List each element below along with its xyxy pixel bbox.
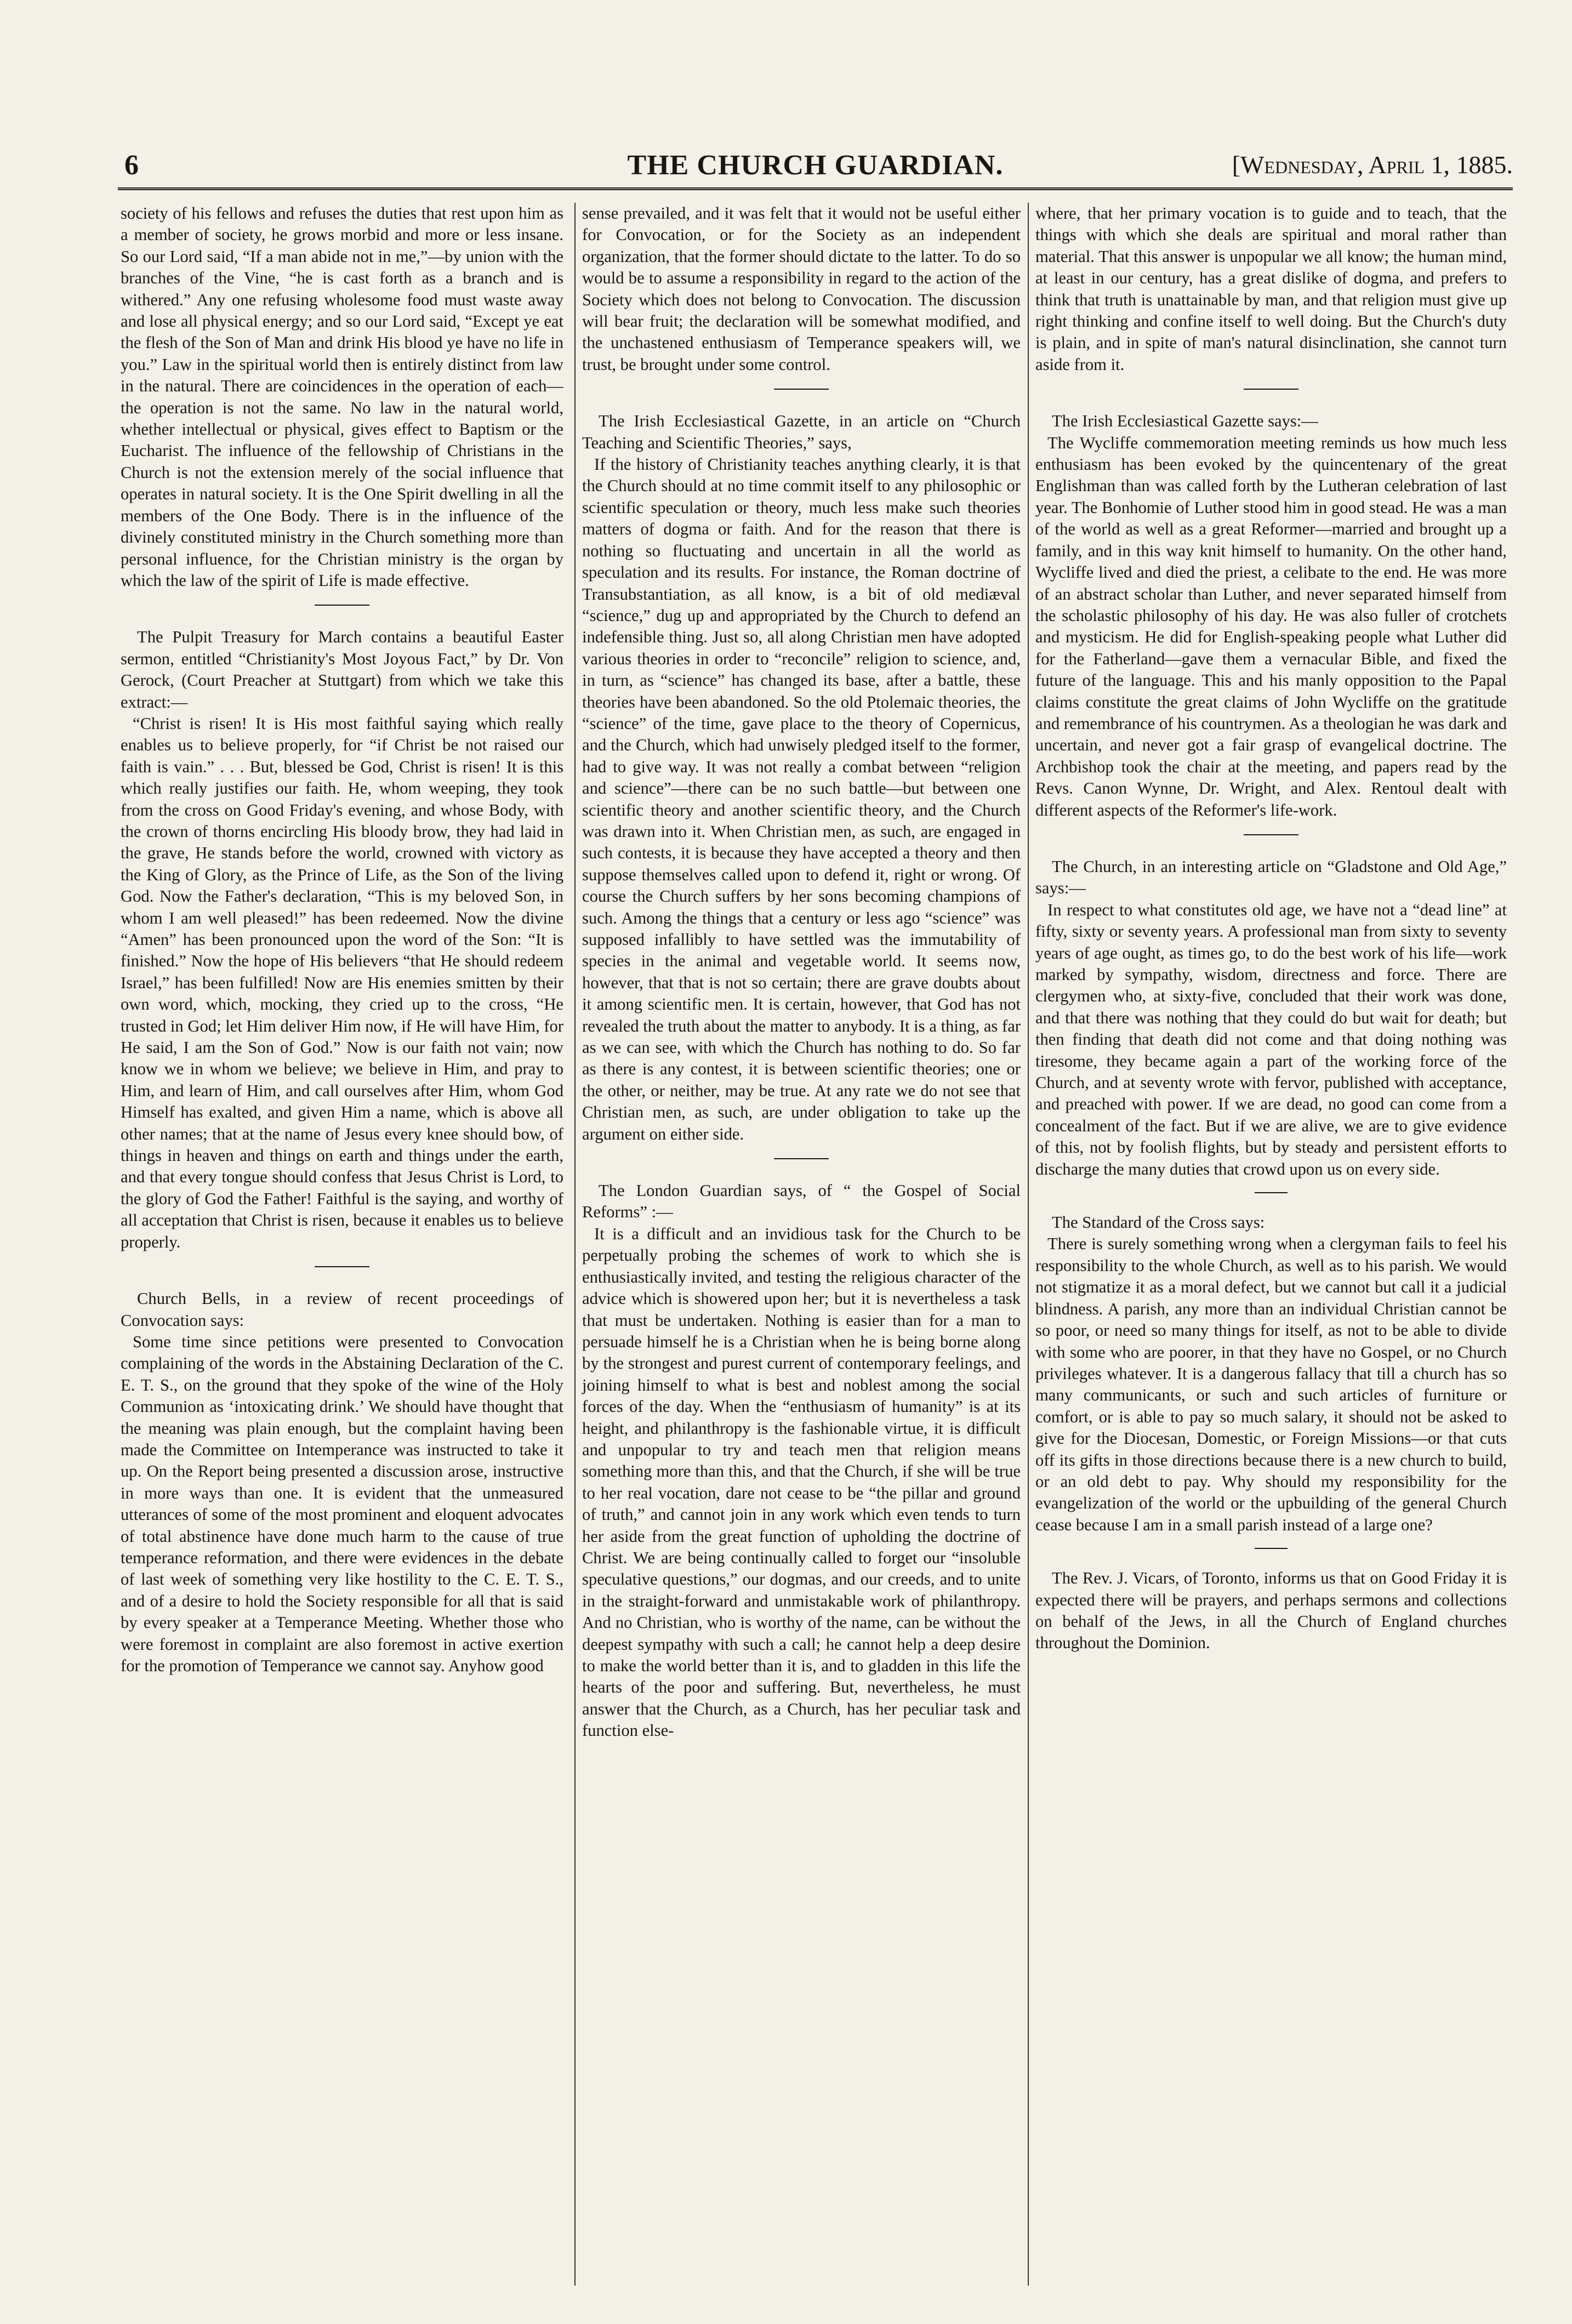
column-1	[121, 203, 563, 2286]
article-quote: Some time since petitions were presented to Convocation complaining of the words in the Abstaining Declaration of the C. E. T. S., on the ground that they spoke of the wine of the Holy Communion as ‘intoxicating drink.’ We should have thought that the meaning was plain enough, but the complaint having been made the Committee on Intemperance was instructed to take it up. On the Report being presented a discussion arose, instructive in more ways than one. It is evident that the unmeasured utterances of some of the most prominent and eloquent advocates of total abstinence have done much harm to the cause of true temperance reformation, and there were evidences in the debate of last week of something very like hostility to the C. E. T. S., and of a desire to hold the Society responsible for all that is said by every speaker at a Temperance Meeting. Whether those who were foremost in complaint are also foremost in active exertion for the promotion of Temperance we cannot say. Anyhow good	[121, 1332, 563, 1675]
column-3	[1028, 203, 1507, 2286]
section-divider	[315, 605, 369, 606]
section-divider	[1244, 389, 1298, 390]
section-divider	[1255, 1192, 1288, 1193]
section-divider	[1255, 1548, 1288, 1549]
article-quote: There is surely something wrong when a clergyman fails to feel his responsibility to the whole Church, as well as to his parish. We would not stigmatize it as a moral defect, but we cannot but call it a judicial blindness. A parish, any more than an individual Christian cannot be so poor, or need so many things for itself, as not to be able to divide with some who are poorer, in that they have no Gospel, or no Church privileges whatever. It is a dangerous fallacy that till a church has so many communicants, or such and such articles of furniture or comfort, or is able to pay so much salary, it should not be asked to give for the Diocesan, Domestic, or Foreign Missions—or that cuts off its gifts in those directions because there is a new church to build, or an old debt to pay. Why should my responsibility for the evangelization of the world or the upbuilding of the general Church cease because I am in a small parish instead of a large one?	[1035, 1234, 1507, 1534]
article-intro: The London Guardian says, of “ the Gospel of Social Reforms” :—	[582, 1181, 1021, 1222]
article-paragraph: where, that her primary vocation is to guide and to teach, that the things with which she deals are spiritual and moral rather than material. That this answer is unpopular we all know; the human mind, at least in our century, has a great dislike of dogma, and prefers to think that truth is unattainable by man, and that religion must give up right thinking and confine itself to well doing. But the Church's duty is plain, and in spite of man's natural disinclination, she cannot turn aside from it.	[1035, 204, 1507, 374]
article-quote: It is a difficult and an invidious task for the Church to be perpetually probing the schemes of work to which she is enthusiastically invited, and testing the religious character of the advice which is showered upon her; but it is nevertheless a task that must be undertaken. Nothing is easier than for a man to persuade himself he is a Christian when he is being borne along by the strongest and purest current of contemporary feelings, and joining himself to what is best and noblest among the social forces of the day. When the “enthusiasm of humanity” is at its height, and philanthropy is the fashionable virtue, it is difficult and unpopular to try and teach men that religion means something more than this, and that the Church, if she will be true to her real vocation, dare not cease to be “the pillar and ground of truth,” and cannot join in any work which even tends to turn her aside from the great function of upholding the doctrine of Christ. We are being continually called to forget our “insoluble speculative questions,” our dogmas, and our creeds, and to unite in the straight-forward and unmistakable work of philanthropy. And no Christian, who is worthy of the name, can be without the deepest sympathy with such a call; he cannot help a deep desire to make the world better than it is, and to gladden in this life the hearts of the poor and suffering. But, nevertheless, he must answer that the Church, as a Church, has her peculiar task and function else-	[582, 1224, 1021, 1740]
article-paragraph: society of his fellows and refuses the duties that rest upon him as a member of society, he grows morbid and more or less insane. So our Lord said, “If a man abide not in me,”—by union with the branches of the Vine, “he is cast forth as a branch and is withered.” Any one refusing wholesome food must waste away and lose all physical energy; and so our Lord said, “Except ye eat the flesh of the Son of Man and drink His blood ye have no life in you.” Law in the spiritual world then is entirely distinct from law in the natural. There are coincidences in the operation of each—the operation is not the same. No law in the natural world, whether intellectual or physical, gives effect to Baptism or the Eucharist. The influence of the fellowship of Christians in the Church is not the extension merely of the social influence that operates in natural society. It is the One Spirit dwelling in all the members of the One Body. There is in the influence of the divinely constituted ministry in the Church something more than personal influence, for the Christian ministry is the organ by which the law of the spirit of Life is made effective.	[121, 204, 563, 590]
article-paragraph: The Rev. J. Vicars, of Toronto, informs us that on Good Friday it is expected there will be prayers, and perhaps sermons and collections on behalf of the Jews, in all the Church of England churches throughout the Dominion.	[1035, 1569, 1507, 1653]
section-divider	[315, 1266, 369, 1267]
article-quote: The Wycliffe commemoration meeting reminds us how much less enthusiasm has been evoked by the quincentenary of the great Englishman than was called forth by the Lutheran celebration of last year. The Bonhomie of Luther stood him in good stead. He was a man of the world as well as a great Reformer—married and brought up a family, and in this way knit himself to humanity. On the other hand, Wycliffe lived and died the priest, a celibate to the end. He was more of an abstract scholar than Luther, and never separated himself from the scholastic philosophy of his day. He was also fuller of crotchets and mysticism. He did for English-speaking people what Luther did for the Fatherland—gave them a vernacular Bible, and fixed the future of the language. This and his manly opposition to the Papal claims constitute the great claims of John Wycliffe on the gratitude and remembrance of his countrymen. As a theologian he was dark and uncertain, and never got a fair grasp of evangelical doctrine. The Archbishop took the chair at the meeting, and papers read by the Revs. Canon Wynne, Dr. Wright, and Alex. Rentoul dealt with different aspects of the Reformer's life-work.	[1035, 433, 1507, 819]
section-divider	[774, 389, 829, 390]
page-number: 6	[124, 150, 139, 181]
masthead-title: THE CHURCH GUARDIAN.	[627, 150, 1004, 181]
section-divider	[1244, 834, 1298, 835]
article-paragraph: sense prevailed, and it was felt that it would not be useful either for Convocation, or for the Society as an independent organization, that the former should dictate to the latter. To do so would be to assume a responsibility in regard to the action of the Society which does not belong to Convocation. The discussion will bear fruit; the declaration will be somewhat modified, and the unchastened enthusiasm of Temperance speakers will, we trust, be brought under some control.	[582, 204, 1021, 374]
article-intro: The Irish Ecclesiastical Gazette, in an article on “Church Teaching and Scientific Theories,” says,	[582, 412, 1021, 452]
article-quote: “Christ is risen! It is His most faithful saying which really enables us to believe properly, for “if Christ be not raised our faith is vain.” . . . But, blessed be God, Christ is risen! It is this which really justifies our faith. He, whom weeping, they took from the cross on Good Friday's evening, and whose Body, with the crown of thorns encircling His bloody brow, they had laid in the grave, He stands before the world, crowned with victory as the King of Glory, as the Prince of Life, as the Son of the living God. Now the Father's declaration, “This is my beloved Son, in whom I am well pleased!” has been redeemed. Now the divine “Amen” has been pronounced upon the word of the Son: “It is finished.” Now the hope of His believers “that He should redeem Israel,” has been fulfilled! Now are His enemies smitten by their own word, which, mocking, they cried up to the cross, “He trusted in God; let Him deliver Him now, if He will have Him, for He said, I am the Son of God.” Now is our faith not vain; now know we in whom we believe; we believe in Him, and pray to Him, and learn of Him, and call ourselves after Him, whom God Himself has exalted, and given Him a name, which is above all other names; that at the name of Jesus every knee should bow, of things in heaven and things on earth and things under the earth, and that every tongue should confess that Jesus Christ is Lord, to the glory of God the Father! Faithful is the saying, and worthy of all acceptation that Christ is risen, because it enables us to believe properly.	[121, 714, 563, 1251]
article-intro: The Pulpit Treasury for March contains a beautiful Easter sermon, entitled “Christianity's Most Joyous Fact,” by Dr. Von Gerock, (Court Preacher at Stuttgart) from which we take this extract:—	[121, 628, 563, 711]
article-quote: In respect to what constitutes old age, we have not a “dead line” at fifty, sixty or seventy years. A professional man from sixty to seventy years of age ought, as times go, to do the best work of his life—work marked by sympathy, wisdom, directness and force. There are clergymen who, at sixty-five, concluded that their work was done, and that there was nothing that they could do but wait for death; but then finding that death did not come and that doing nothing was tiresome, they became again a part of the working force of the Church, and at seventy wrote with fervor, published with acceptance, and preached with power. If we are dead, no good can come from a concealment of the fact. But if we are alive, we are to give evidence of this, not by foolish flights, but by steady and persistent efforts to discharge the many duties that crowd upon us on every side.	[1035, 900, 1507, 1178]
article-intro: Church Bells, in a review of recent proceedings of Convocation says:	[121, 1289, 563, 1330]
column-2	[574, 203, 1021, 2286]
article-intro: The Irish Ecclesiastical Gazette says:—	[1052, 412, 1318, 431]
page-header	[118, 144, 1513, 190]
issue-date: [Wednesday, April 1, 1885.	[1232, 151, 1513, 179]
article-intro: The Church, in an interesting article on “Gladstone and Old Age,” says:—	[1035, 857, 1507, 898]
article-intro: The Standard of the Cross says:	[1052, 1213, 1265, 1232]
section-divider	[774, 1158, 829, 1159]
article-quote: If the history of Christianity teaches anything clearly, it is that the Church should at no time commit itself to any philosophic or scientific speculation or theory, much less make such theories matters of dogma or faith. And for the reason that there is nothing so fluctuating and uncertain in all the world as speculation and its results. For instance, the Roman doctrine of Transubstantiation, as all know, is a bit of old mediæval “science,” dug up and appropriated by the Church to defend an indefensible thing. Just so, all along Christian men have adopted various theories in order to “reconcile” religion to science, and, in turn, as “science” has changed its base, after a battle, these theories have been abandoned. So the old Ptolemaic theories, the “science” of the time, gave place to the theory of Copernicus, and the Church, which had unwisely pledged itself to the former, had to give way. It was not really a combat between “religion and science”—there can be no such battle—but between one scientific theory and another scientific theory, and the Church was drawn into it. When Christian men, as such, are engaged in such contests, it is because they have accepted a theory and then suppose themselves called upon to defend it, right or wrong. Of course the Church suffers by her sons becoming champions of such. Among the things that a century or less ago “science” was supposed infallibly to have settled was the immutability of species in the animal and vegetable world. It seems now, however, that that is not so certain; there are grave doubts about it among scientific men. It is certain, however, that God has not revealed the truth about the matter to anybody. It is a thing, as far as we can see, with which the Church has nothing to do. So far as there is any contest, it is between scientific theories; one or the other, or neither, may be true. At any rate we do not see that Christian men, as such, are under obligation to take up the argument on either side.	[582, 455, 1021, 1143]
